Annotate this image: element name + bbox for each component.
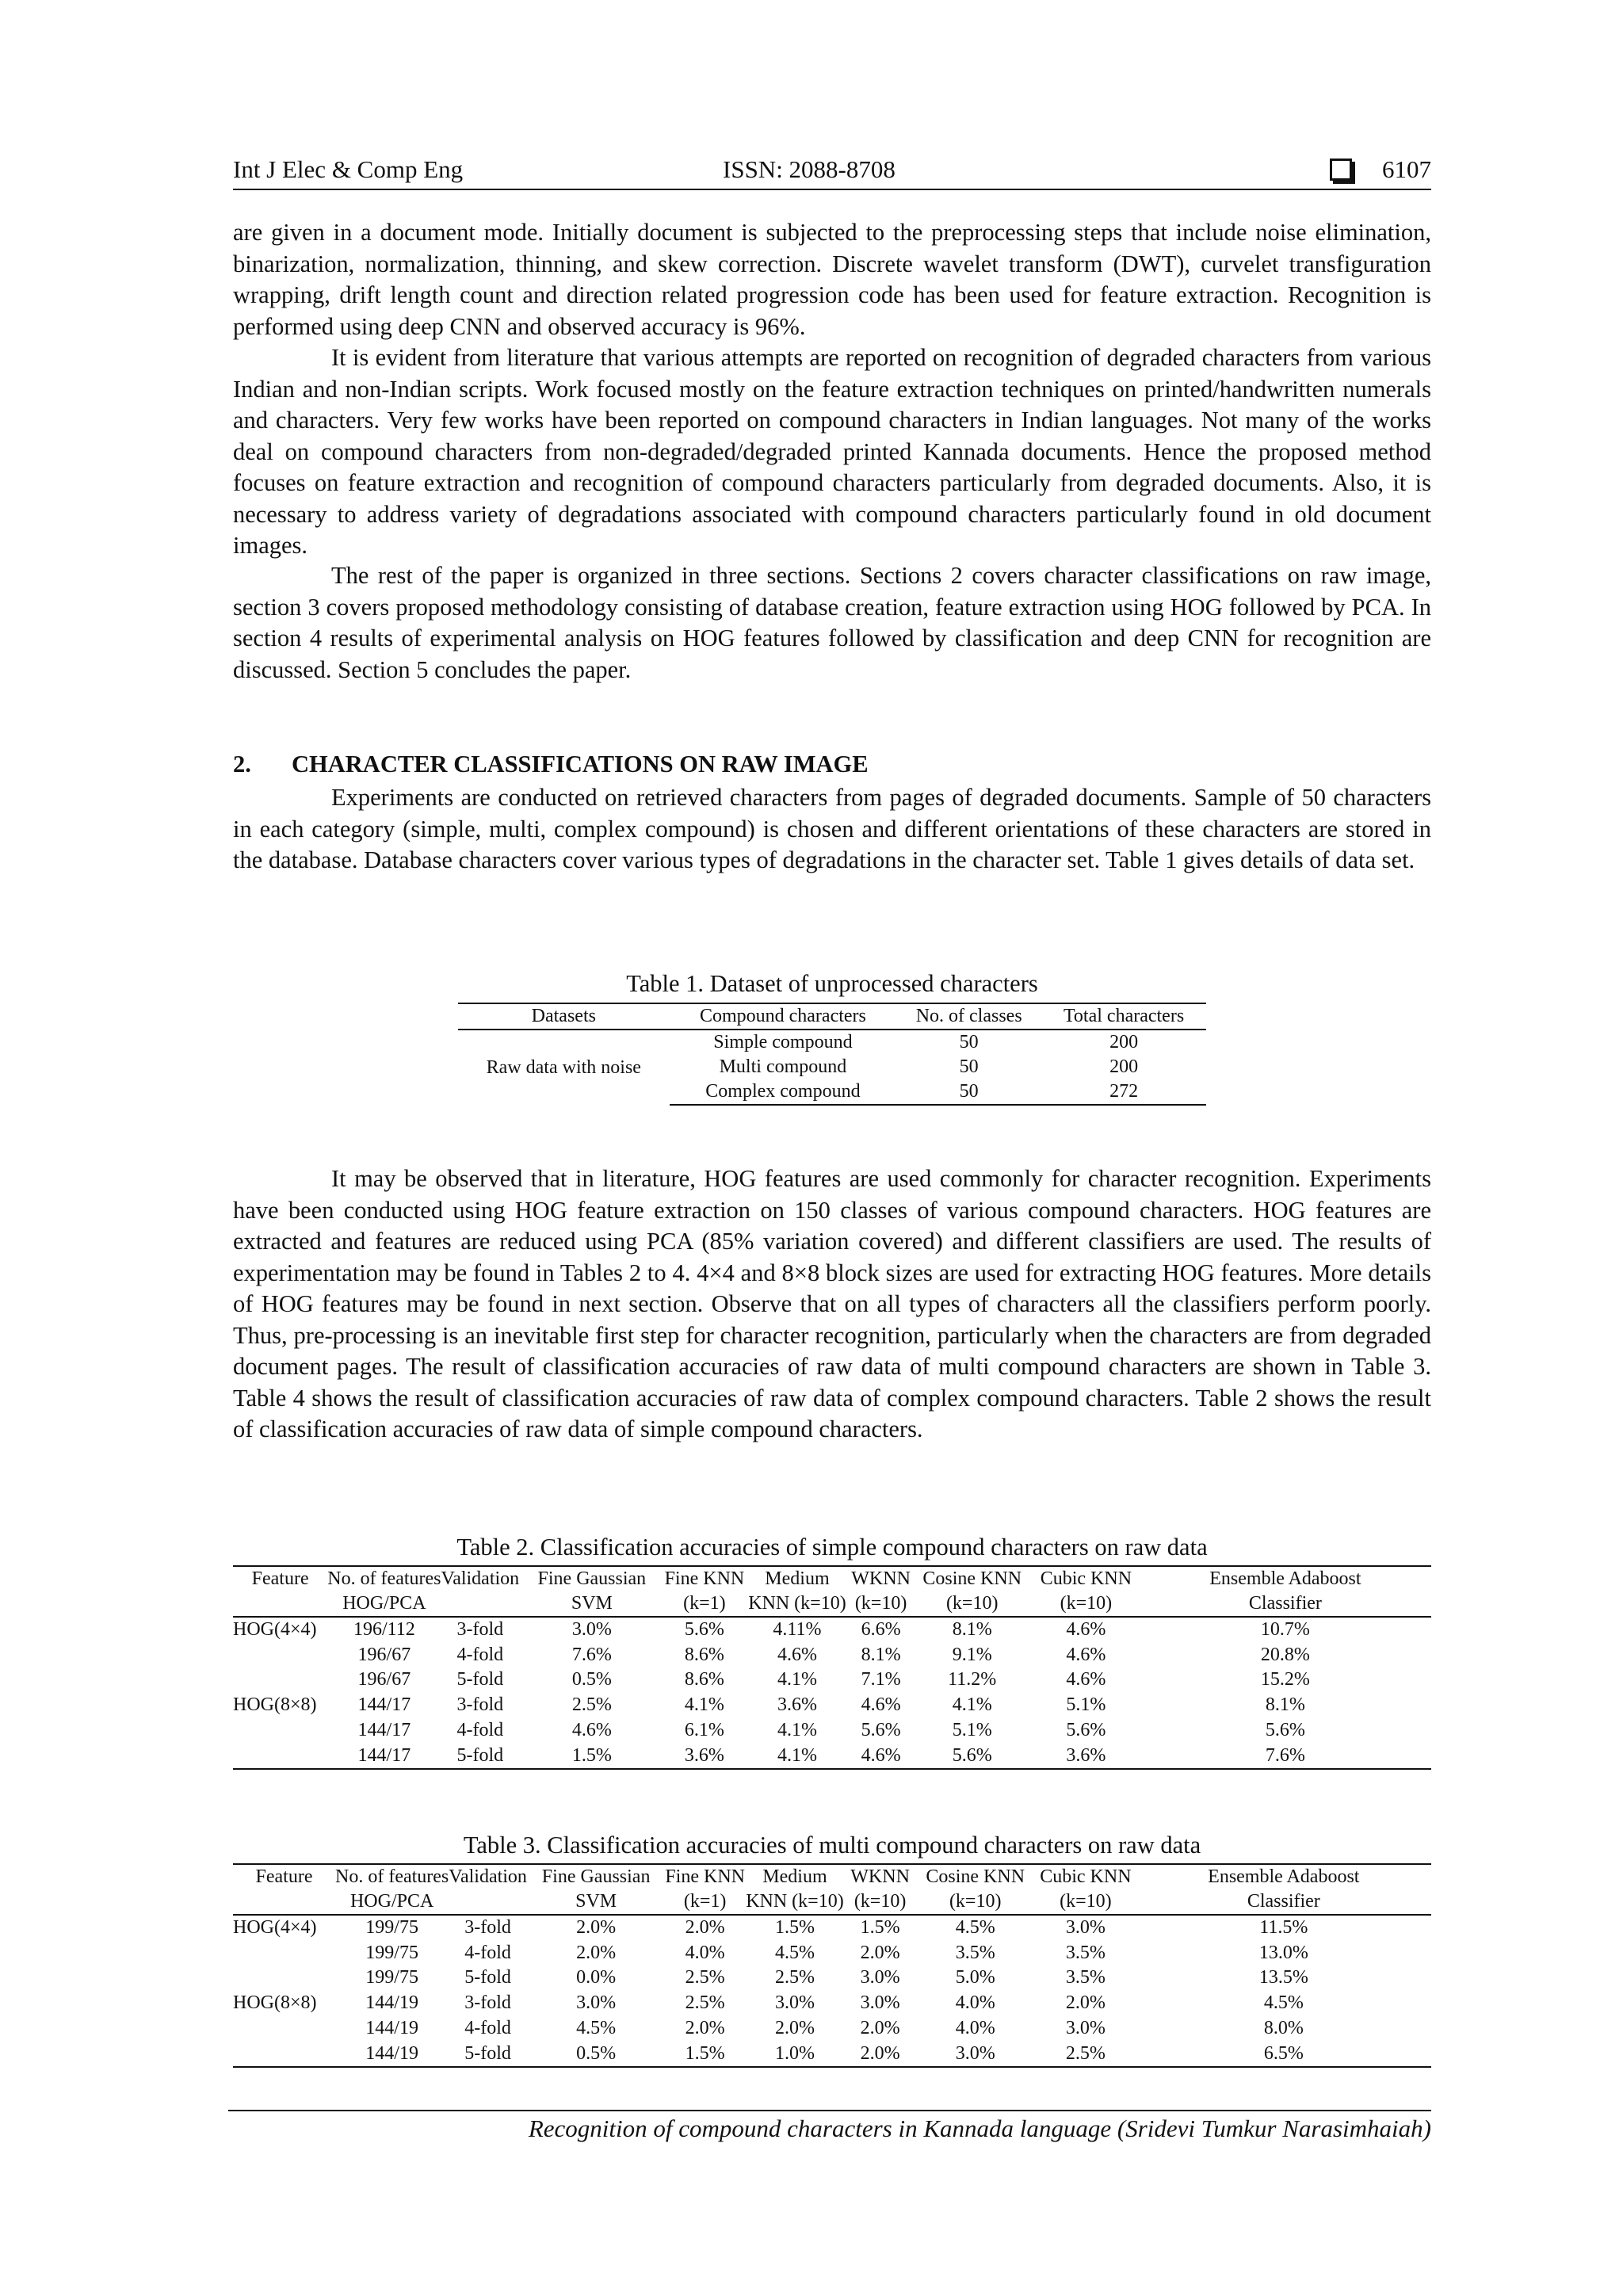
table-1-caption: Table 1. Dataset of unprocessed characters — [626, 970, 1038, 997]
table-cell — [233, 1966, 335, 1991]
table-cell: 3.0% — [915, 2042, 1035, 2068]
table-row — [233, 1915, 1431, 1941]
table-cell: 4-fold — [456, 1719, 504, 1740]
table-cell — [233, 1643, 327, 1668]
table-cell: 1.5% — [774, 1917, 815, 1938]
table-cell: 144/19 — [335, 2042, 449, 2068]
table-header-row — [233, 1889, 1431, 1915]
table-cell: 4.0% — [685, 1942, 725, 1963]
table-cell: 4-fold — [464, 1942, 511, 1963]
table-cell: 3.0% — [1065, 2017, 1106, 2038]
table-header-cell: HOG/PCA — [327, 1591, 441, 1617]
table-cell: 6.1% — [684, 1719, 724, 1740]
table-header-cell: Validation — [449, 1864, 527, 1889]
table-header-cell: Classifier — [1136, 1889, 1431, 1915]
table-cell: 3.6% — [1033, 1744, 1140, 1770]
table-cell: 11.5% — [1259, 1917, 1308, 1938]
table-cell: 5.1% — [1066, 1694, 1106, 1716]
table-cell: 4-fold — [464, 2017, 511, 2038]
table-cell: 3-fold — [464, 1992, 511, 2014]
table-cell: 4.1% — [744, 1744, 850, 1770]
table-cell: 144/17 — [327, 1744, 441, 1770]
table-cell: HOG(8×8) — [233, 1694, 317, 1716]
table-cell: 2.0% — [1065, 1992, 1106, 2014]
table-header-cell: Fine Gaussian — [519, 1566, 664, 1591]
table-header-cell — [441, 1591, 520, 1617]
table-cell: Simple compound — [713, 1032, 853, 1052]
table-cell: 15.2% — [1260, 1669, 1310, 1690]
table-cell: 5.6% — [911, 1744, 1032, 1770]
table-cell: 200 — [1109, 1032, 1139, 1052]
table-cell: 2.5% — [571, 1694, 612, 1716]
table-cell: 4.1% — [952, 1694, 992, 1716]
table-row — [233, 2042, 1431, 2068]
table-row — [233, 2016, 1431, 2042]
table-cell: 4.6% — [1066, 1619, 1106, 1640]
table-cell: 5.0% — [955, 1967, 995, 1988]
table-cell: HOG(4×4) — [233, 1619, 317, 1640]
table-cell: 2.5% — [685, 1992, 725, 2014]
table-cell: 2.0% — [576, 1917, 617, 1938]
table-header-cell: Fine KNN — [665, 1864, 745, 1889]
table-cell: 7.6% — [571, 1644, 612, 1665]
table-cell: 3.0% — [1065, 1917, 1106, 1938]
table-cell: 2.0% — [860, 1942, 900, 1963]
table-header-cell: Ensemble Adaboost — [1136, 1864, 1431, 1889]
table-cell: 2.0% — [685, 1917, 725, 1938]
table-cell: 5.6% — [861, 1719, 901, 1740]
table-cell: 4.6% — [1066, 1669, 1106, 1690]
table-header-cell: No. of features — [327, 1566, 441, 1591]
table-cell: 4.11% — [773, 1619, 822, 1640]
table-header-cell — [449, 1889, 527, 1915]
table-2-caption: Table 2. Classification accuracies of simple compound characters on raw data — [456, 1534, 1208, 1561]
section-2-heading — [233, 751, 869, 778]
table-row — [233, 1991, 1431, 2016]
table-cell: 3.6% — [777, 1694, 817, 1716]
table-cell: 0.5% — [527, 2042, 665, 2068]
table-header-row — [233, 1864, 1431, 1889]
table-cell: 4.0% — [955, 2017, 995, 2038]
table-row — [233, 1617, 1431, 1643]
table-header-cell: WKNN — [845, 1864, 915, 1889]
table-cell: 4.6% — [1066, 1644, 1106, 1665]
table-cell: 1.5% — [665, 2042, 745, 2068]
table-header-cell: Classifier — [1140, 1591, 1431, 1617]
table-cell: 4.5% — [955, 1917, 995, 1938]
table-header-cell: No. of features — [335, 1864, 449, 1889]
table-cell: HOG(8×8) — [233, 1992, 317, 2014]
table-header-cell: Compound characters — [670, 1003, 897, 1030]
table-cell: 144/17 — [357, 1719, 411, 1740]
table-cell: 1.5% — [860, 1917, 900, 1938]
table-1 — [458, 1003, 1206, 1106]
table-cell: 3.0% — [774, 1992, 815, 2014]
table-cell: 9.1% — [952, 1644, 992, 1665]
square-bullet-icon — [1330, 159, 1352, 181]
table-cell: 3-fold — [456, 1619, 504, 1640]
table-cell: 8.6% — [684, 1669, 724, 1690]
table-row — [233, 1643, 1431, 1668]
table-header-cell: Cosine KNN — [915, 1864, 1035, 1889]
table-cell: 144/19 — [365, 1992, 418, 2014]
table-header-cell: Fine Gaussian — [527, 1864, 665, 1889]
table-cell — [233, 1718, 327, 1744]
table-cell: 8.1% — [952, 1619, 992, 1640]
table-cell: 2.5% — [1035, 2042, 1136, 2068]
table-cell: 144/19 — [365, 2017, 418, 2038]
table-row — [233, 1668, 1431, 1693]
issn: ISSN: 2088-8708 — [723, 155, 896, 183]
table-cell: 4.1% — [684, 1694, 724, 1716]
table-cell: 199/75 — [365, 1942, 418, 1963]
table-header-cell: Feature — [233, 1566, 327, 1591]
table-cell: 4.0% — [955, 1992, 995, 2014]
table-cell: 5.6% — [1265, 1719, 1305, 1740]
table-cell: 2.0% — [685, 2017, 725, 2038]
table-cell: 5.6% — [684, 1619, 724, 1640]
table-cell: 1.0% — [745, 2042, 845, 2068]
table-header-cell: (k=1) — [665, 1889, 745, 1915]
table-header-cell: (k=10) — [1033, 1591, 1140, 1617]
table-cell: 10.7% — [1260, 1619, 1310, 1640]
table-cell: 5.6% — [1066, 1719, 1106, 1740]
table-cell: 200 — [1109, 1056, 1139, 1077]
table-cell: 3.5% — [1065, 1967, 1106, 1988]
table-cell: 3.5% — [1065, 1942, 1106, 1963]
table-cell: 272 — [1041, 1079, 1206, 1105]
table-row — [233, 1941, 1431, 1966]
paragraph-5: It may be observed that in literature, HOG features are used commonly for character recognition. Experiments have been conducted using HOG feature extraction on 150 classes of various compound characters. HOG features are extracted and features are reduced using PCA (85% variation covered) and different classifiers are used. The results of experimentation may be found in Tables 2 to 4. 4×4 and 8×8 block sizes are used for extracting HOG features. More details of HOG features may be found in next section. Observe that on all types of characters all the classifiers perform poorly. Thus, pre-processing is an inevitable first step for character recognition, particularly when the characters are from degraded document pages. The result of classification accuracies of raw data of multi compound characters are shown in Table 3. Table 4 shows the result of classification accuracies of raw data of complex compound characters. Table 2 shows the result of classification accuracies of raw data of simple compound characters. — [233, 1165, 1431, 1442]
page-number: 6107 — [1382, 155, 1431, 183]
table-header-cell: Ensemble Adaboost — [1140, 1566, 1431, 1591]
table-cell: 3.5% — [955, 1942, 995, 1963]
table-cell — [233, 1744, 327, 1770]
table-cell: 3.0% — [576, 1992, 617, 2014]
table-cell: 4.6% — [777, 1644, 817, 1665]
table-header-cell: KNN (k=10) — [744, 1591, 850, 1617]
header-rule — [233, 189, 1431, 190]
paragraph-4: Experiments are conducted on retrieved characters from pages of degraded documents. Sample of 50 characters in each category (simple, multi, complex compound) is chosen and different orientations of these characters are stored in the database. Database characters cover various types of degradations in the character set. Table 1 gives details of data set. — [233, 784, 1431, 873]
table-header-cell: (k=10) — [845, 1889, 915, 1915]
table-cell: 4.5% — [1263, 1992, 1304, 2014]
paragraph-3: The rest of the paper is organized in three sections. Sections 2 covers character classifications on raw image, section 3 covers proposed methodology consisting of database creation, feature extraction using HOG followed by PCA. In section 4 results of experimental analysis on HOG features followed by classification and deep CNN for recognition are discussed. Section 5 concludes the paper. — [233, 562, 1431, 683]
running-footer: Recognition of compound characters in Kannada language (Sridevi Tumkur Narasimhaiah) — [528, 2115, 1431, 2142]
table-header-cell: SVM — [527, 1889, 665, 1915]
paragraph-2: It is evident from literature that various attempts are reported on recognition of degraded characters from various Indian and non-Indian scripts. Work focused mostly on the feature extraction techniques on printed/handwritten numerals and characters. Very few works have been reported on compound characters in Indian languages. Not many of the works deal on compound characters from non-degraded/degraded printed Kannada documents. Hence the proposed method focuses on feature extraction and recognition of compound characters particularly from degraded documents. Also, it is necessary to address variety of degradations associated with compound characters particularly found in old document images. — [233, 344, 1431, 559]
table-cell: 3-fold — [464, 1917, 511, 1938]
journal-name: Int J Elec & Comp Eng — [233, 155, 464, 183]
table-cell: 4.5% — [774, 1942, 815, 1963]
table-cell: 5.1% — [952, 1719, 992, 1740]
table-header-cell: No. of classes — [896, 1003, 1041, 1030]
table-row — [233, 1744, 1431, 1770]
table-cell: 4.6% — [571, 1719, 612, 1740]
table-cell: 199/75 — [365, 1967, 418, 1988]
section-title: CHARACTER CLASSIFICATIONS ON RAW IMAGE — [292, 751, 869, 777]
table-cell: 13.0% — [1258, 1942, 1308, 1963]
table-cell: 50 — [959, 1032, 979, 1052]
table-header-cell: Cosine KNN — [911, 1566, 1032, 1591]
table-cell: 13.5% — [1258, 1967, 1308, 1988]
table-cell: 3.0% — [571, 1619, 612, 1640]
table-header-cell: Medium — [744, 1566, 850, 1591]
table-row — [233, 1693, 1431, 1718]
table-cell: 5-fold — [456, 1669, 504, 1690]
table-header-cell: SVM — [519, 1591, 664, 1617]
table-cell: 5-fold — [464, 1967, 511, 1988]
table-cell: 2.5% — [774, 1967, 815, 1988]
table-cell: 4.5% — [576, 2017, 617, 2038]
table-header-cell: Medium — [745, 1864, 845, 1889]
table-cell — [233, 1941, 335, 1966]
table-header-cell — [233, 1591, 327, 1617]
table-cell: 144/17 — [357, 1694, 411, 1716]
table-cell: 3.0% — [860, 1967, 900, 1988]
table-cell — [233, 2016, 335, 2042]
table-cell: 11.2% — [948, 1669, 997, 1690]
table-cell: 3.6% — [665, 1744, 745, 1770]
table-cell: 1.5% — [519, 1744, 664, 1770]
table-cell: 8.0% — [1263, 2017, 1304, 2038]
table-cell: 4.6% — [850, 1744, 912, 1770]
table-cell: 0.5% — [571, 1669, 612, 1690]
table-header-cell: Feature — [233, 1864, 335, 1889]
table-cell: 4.1% — [777, 1669, 817, 1690]
table-header-cell — [233, 1889, 335, 1915]
table-cell: 4-fold — [456, 1644, 504, 1665]
table-header-cell: WKNN — [850, 1566, 912, 1591]
table-header-cell: Cubic KNN — [1035, 1864, 1136, 1889]
table-cell: 6.5% — [1136, 2042, 1431, 2068]
table-header-cell: (k=10) — [1035, 1889, 1136, 1915]
table-cell: 196/112 — [353, 1619, 415, 1640]
table-cell: 0.0% — [576, 1967, 617, 1988]
table-cell: 196/67 — [357, 1669, 411, 1690]
table-cell: 199/75 — [365, 1917, 418, 1938]
table-2 — [233, 1565, 1431, 1770]
table-header-cell: Datasets — [458, 1003, 670, 1030]
running-header — [233, 155, 1431, 190]
table-cell: 5-fold — [449, 2042, 527, 2068]
table-header-cell: (k=10) — [915, 1889, 1035, 1915]
table-header-cell: Total characters — [1041, 1003, 1206, 1030]
table-cell: 2.0% — [860, 2017, 900, 2038]
table-cell: Multi compound — [719, 1056, 847, 1077]
table-header-cell: (k=1) — [665, 1591, 745, 1617]
footer-rule — [228, 2110, 1431, 2111]
section-number: 2. — [233, 751, 251, 777]
table-header-row — [233, 1566, 1431, 1591]
table-cell: 7.6% — [1140, 1744, 1431, 1770]
table-cell: 2.5% — [685, 1967, 725, 1988]
table-header-cell: (k=10) — [850, 1591, 912, 1617]
table-header-cell: HOG/PCA — [335, 1889, 449, 1915]
paragraph-1: are given in a document mode. Initially document is subjected to the preprocessing steps that include noise elimination, binarization, normalization, thinning, and skew correction. Discrete wavelet transform (DWT), curvelet transfiguration wrapping, drift length count and direction related progression code has been used for feature extraction. Recognition is performed using deep CNN and observed accuracy is 96%. — [233, 219, 1431, 340]
table-cell: 20.8% — [1260, 1644, 1310, 1665]
table-header-cell: KNN (k=10) — [745, 1889, 845, 1915]
table-cell: 50 — [896, 1079, 1041, 1105]
table-cell: 8.1% — [1265, 1694, 1305, 1716]
table-header-row — [233, 1591, 1431, 1617]
table-cell: HOG(4×4) — [233, 1917, 317, 1938]
dataset-label: Raw data with noise — [486, 1056, 641, 1078]
table-cell: 8.1% — [861, 1644, 901, 1665]
table-cell: 3-fold — [456, 1694, 504, 1716]
table-cell: 3.0% — [860, 1992, 900, 2014]
table-header-cell: Fine KNN — [665, 1566, 745, 1591]
table-cell: 7.1% — [861, 1669, 901, 1690]
table-cell: 196/67 — [357, 1644, 411, 1665]
table-cell: 5-fold — [441, 1744, 520, 1770]
table-3-caption: Table 3. Classification accuracies of multi compound characters on raw data — [463, 1832, 1201, 1859]
table-row — [233, 1718, 1431, 1744]
table-cell: 6.6% — [861, 1619, 901, 1640]
table-cell: 50 — [959, 1056, 979, 1077]
table-cell: 4.1% — [777, 1719, 817, 1740]
table-cell: 2.0% — [845, 2042, 915, 2068]
table-cell: Complex compound — [670, 1079, 897, 1105]
table-row — [233, 1966, 1431, 1991]
table-header-cell: Validation — [441, 1566, 520, 1591]
table-header-cell: (k=10) — [911, 1591, 1032, 1617]
table-row — [458, 1030, 1206, 1055]
table-cell: 4.6% — [861, 1694, 901, 1716]
table-cell — [233, 2042, 335, 2068]
table-cell: 2.0% — [774, 2017, 815, 2038]
table-cell: 8.6% — [684, 1644, 724, 1665]
table-cell — [233, 1668, 327, 1693]
table-header-cell: Cubic KNN — [1033, 1566, 1140, 1591]
table-3 — [233, 1863, 1431, 2068]
table-cell: 2.0% — [576, 1942, 617, 1963]
